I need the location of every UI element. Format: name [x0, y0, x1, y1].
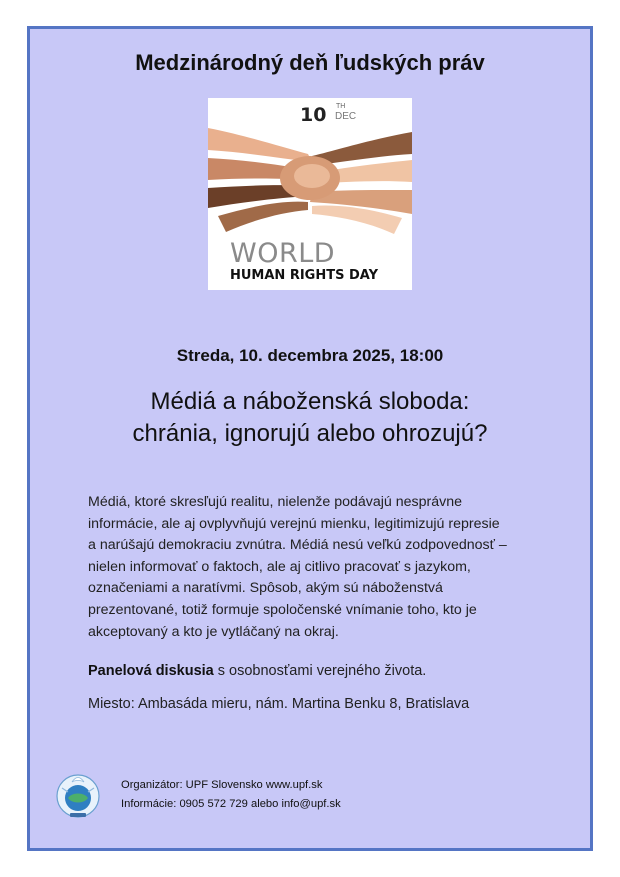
description-line: prezentované, totiž formuje spoločenské vnímanie toho, kto je	[88, 601, 477, 618]
description-line: označeniami a naratívmi. Spôsob, akým sú náboženstvá	[88, 580, 443, 597]
event-location: Miesto: Ambasáda mieru, nám. Martina Benku 8, Bratislava	[88, 696, 470, 712]
event-headline	[0, 386, 620, 450]
panel-rest: s osobnosťami verejného života.	[213, 663, 427, 679]
page-title: Medzinárodný deň ľudských práv	[135, 50, 485, 75]
human-rights-day-image	[208, 98, 412, 290]
footer-contact	[121, 776, 341, 814]
headline-line-1: Médiá a náboženská sloboda:	[150, 388, 470, 415]
upf-logo-icon	[52, 768, 104, 820]
event-date: Streda, 10. decembra 2025, 18:00	[176, 346, 444, 365]
headline-line-2: chránia, ignorujú alebo ohrozujú?	[132, 420, 488, 447]
date-number: 10	[300, 104, 327, 126]
description-line: akceptovaný a kto je vytláčaný na okraj.	[88, 623, 339, 640]
panel-label: Panelová diskusia	[88, 663, 214, 679]
date-suffix: TH	[336, 103, 346, 110]
footer-info: Informácie: 0905 572 729 alebo info@upf.sk	[121, 798, 341, 810]
human-rights-day-label: HUMAN RIGHTS DAY	[230, 268, 379, 283]
event-description	[88, 492, 558, 643]
world-label: WORLD	[230, 238, 336, 269]
footer-organizer: Organizátor: UPF Slovensko www.upf.sk	[121, 779, 323, 791]
description-line: nielen informovať o faktoch, ale aj citlivo pracovať s jazykom,	[88, 558, 471, 575]
panel-discussion-note	[88, 663, 426, 679]
description-line: informácie, ale aj ovplyvňujú verejnú mienku, legitimizujú represie	[88, 515, 500, 532]
date-month: DEC	[335, 111, 357, 122]
description-line: Médiá, ktoré skresľujú realitu, nielenže podávajú nesprávne	[88, 494, 463, 510]
description-line: a narúšajú demokraciu zvnútra. Médiá nesú veľkú zodpovednosť –	[88, 537, 507, 554]
